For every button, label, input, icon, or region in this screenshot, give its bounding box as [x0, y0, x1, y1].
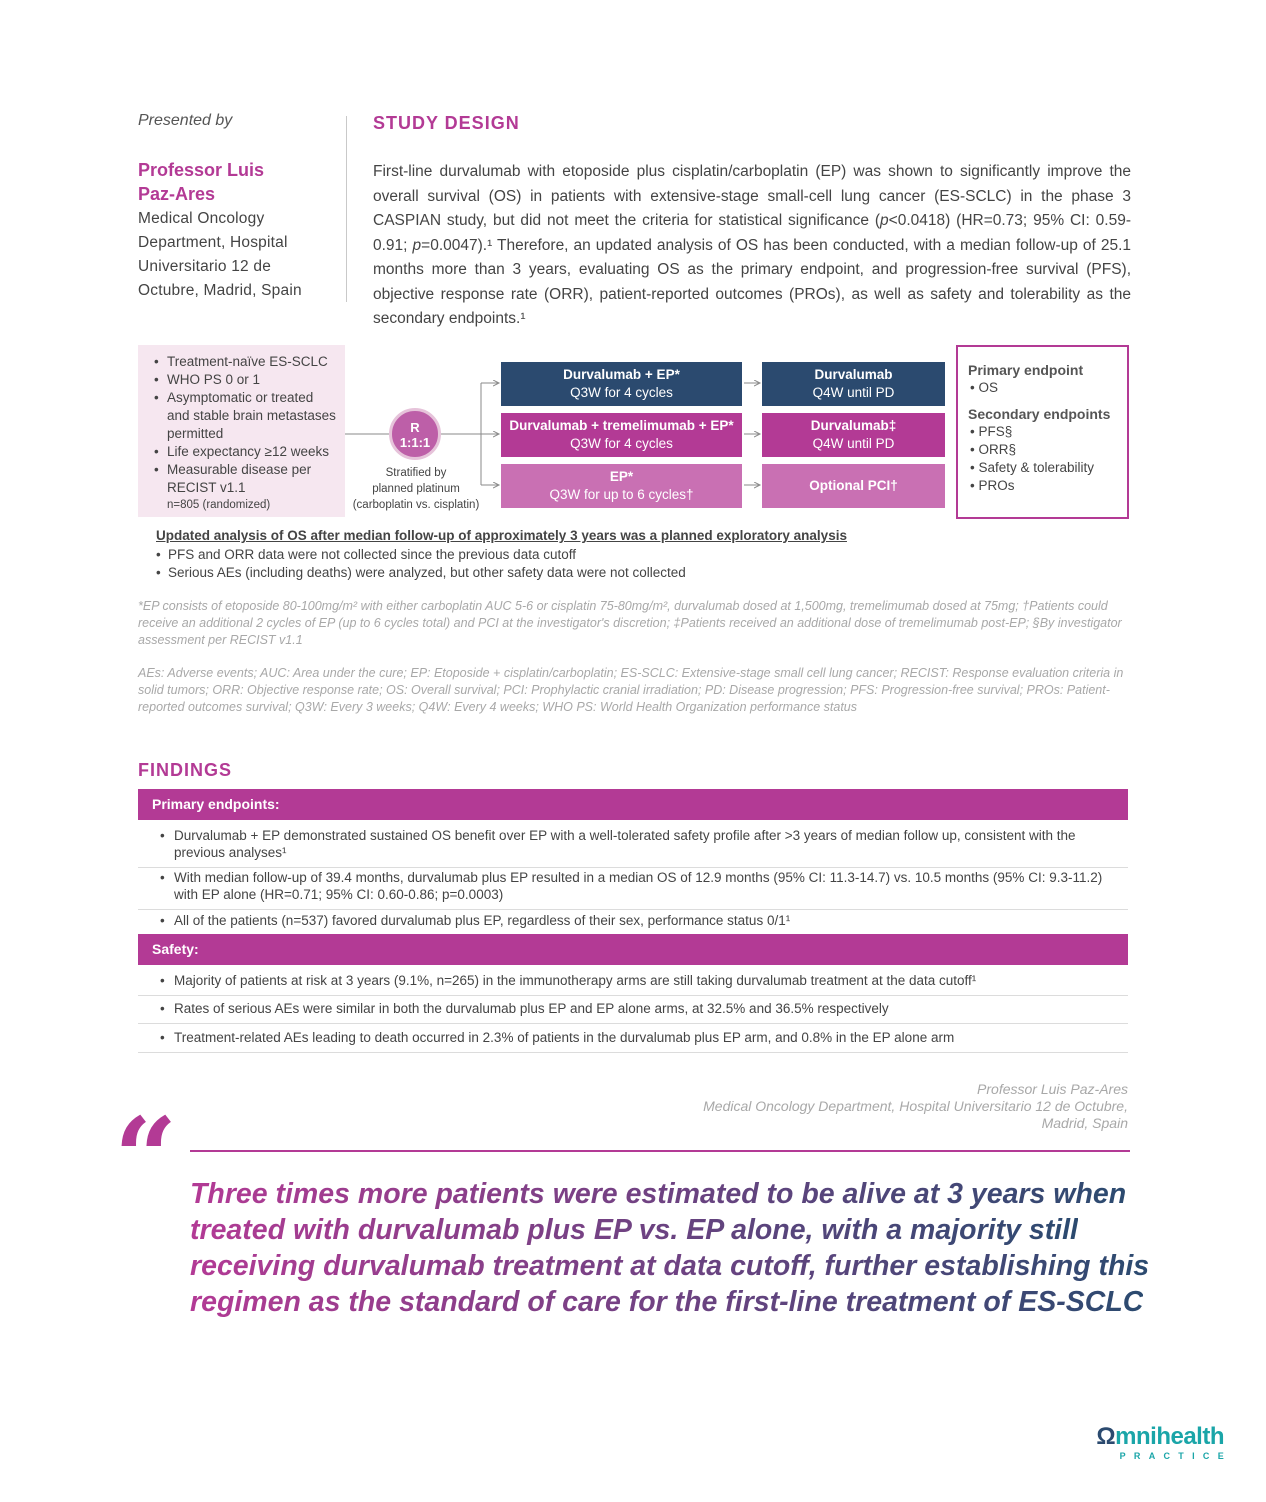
- n-randomized: n=805 (randomized): [167, 499, 271, 511]
- arm-schedule: Q3W for 4 cycles: [570, 385, 673, 400]
- maintenance-durvalumab: [762, 362, 945, 406]
- maintenance-title: Optional PCI†: [809, 478, 898, 493]
- study-design-title: STUDY DESIGN: [373, 113, 520, 133]
- finding-text: Rates of serious AEs were similar in both the durvalumab plus EP and EP alone arms, at 32.5% and 36.5% respectively: [174, 1001, 889, 1016]
- intro-text: <0.0418) (HR=0.73; 95% CI: 0.59-0.91;: [373, 212, 1131, 254]
- logo-omega: Ω: [1096, 1423, 1116, 1450]
- arm-title: Durvalumab + tremelimumab + EP*: [509, 418, 734, 433]
- maintenance-schedule: Q4W until PD: [812, 385, 895, 400]
- quote-line: treated with durvalumab plus EP vs. EP alone, with a majority still: [190, 1214, 1078, 1246]
- pull-quote: [190, 1176, 1150, 1320]
- stratification-note: [350, 465, 482, 513]
- randomization-ratio: 1:1:1: [399, 435, 431, 450]
- inclusion-item: • Life expectancy ≥12 weeks: [154, 443, 339, 461]
- quote-rule: [190, 1150, 1130, 1152]
- logo-subtitle: PRACTICE: [1119, 1451, 1232, 1461]
- secondary-endpoint-item: • PROs: [970, 478, 1015, 493]
- maintenance-durvalumab-2: [762, 413, 945, 457]
- finding-row: • Durvalumab + EP demonstrated sustained OS benefit over EP with a well-tolerated safety profile after >3 years of median follow up, consistent with the previous analyses¹: [138, 820, 1128, 868]
- affiliation-line: Medical Oncology: [138, 210, 265, 227]
- attribution-line: Madrid, Spain: [1041, 1115, 1128, 1131]
- omnihealth-logo: [1084, 1423, 1232, 1462]
- updated-analysis-list: [156, 546, 686, 582]
- finding-text: Durvalumab + EP demonstrated sustained OS benefit over EP with a well-tolerated safety profile after >3 years of median follow up, consistent with the previous analyses¹: [174, 828, 1076, 860]
- secondary-endpoint-item: • PFS§: [970, 424, 1013, 439]
- intro-p-value: p: [412, 236, 422, 254]
- quote-line: Three times more patients were estimated to be alive at 3 years when: [190, 1178, 1127, 1210]
- endpoint-text: OS: [978, 380, 998, 395]
- logo-wordmark: [1084, 1424, 1224, 1450]
- endpoint-text: Safety & tolerability: [978, 460, 1095, 475]
- affiliation-line: Octubre, Madrid, Spain: [138, 282, 302, 299]
- quote-line: regimen as the standard of care for the first-line treatment of ES-SCLC: [190, 1286, 1144, 1318]
- maintenance-title: Durvalumab‡: [810, 418, 897, 433]
- arm-title: Durvalumab + EP*: [563, 367, 680, 382]
- logo-text: mnihealth: [1115, 1423, 1224, 1450]
- affiliation-line: Department, Hospital: [138, 234, 288, 251]
- presenter-name-line1: Professor Luis: [138, 160, 265, 180]
- secondary-endpoint-label: Secondary endpoints: [968, 406, 1111, 422]
- endpoint-text: PFS§: [978, 424, 1013, 439]
- stratification-line: Stratified by: [385, 467, 447, 479]
- attribution-line: Professor Luis Paz-Ares: [977, 1081, 1128, 1097]
- arm-durvalumab-ep: [501, 362, 742, 406]
- finding-row: • All of the patients (n=537) favored durvalumab plus EP, regardless of their sex, performance status 0/1¹: [138, 905, 1128, 936]
- arm-schedule: Q3W for 4 cycles: [570, 436, 673, 451]
- primary-endpoint-label: Primary endpoint: [968, 362, 1084, 378]
- primary-endpoints-bar: Primary endpoints:: [138, 789, 1128, 820]
- maintenance-title: Durvalumab: [814, 367, 893, 382]
- inclusion-item: • Asymptomatic or treated and stable brain metastases permitted: [154, 389, 339, 443]
- maintenance-schedule: Q4W until PD: [812, 436, 895, 451]
- presented-by-label: Presented by: [138, 112, 233, 129]
- affiliation-line: Universitario 12 de: [138, 258, 272, 275]
- presenter-name-line2: Paz-Ares: [138, 184, 216, 204]
- arm-ep: [501, 464, 742, 508]
- quote-attribution: [703, 1081, 1128, 1132]
- finding-row: • Majority of patients at risk at 3 years (9.1%, n=265) in the immunotherapy arms are still taking durvalumab treatment at the data cutoff¹: [138, 965, 1128, 996]
- arm-title: EP*: [609, 469, 634, 484]
- finding-text: All of the patients (n=537) favored durvalumab plus EP, regardless of their sex, performance status 0/1¹: [174, 913, 791, 928]
- footnote-ep: *EP consists of etoposide 80-100mg/m² with either carboplatin AUC 5-6 or cisplatin 75-80mg/m², durvalumab dosed at 1,500mg, tremelimumab dosed at 75mg; †Patients could receive an additional 2 cycles of EP (up to 6 cycles total) and PCI at the investigator's discretion; ‡Patients received an additional dose of tremelimumab post-EP; §By investigator assessment per RECIST v1.1: [138, 599, 1122, 647]
- finding-text: With median follow-up of 39.4 months, durvalumab plus EP resulted in a median OS of 12.9 months (95% CI: 11.3-14.7) vs. 10.5 months (95% CI: 9.3-11.2) with EP alone (HR=0.71; 95% CI: 0.60-0.86; p=0.0003): [174, 870, 1103, 902]
- endpoints-box: [956, 345, 1129, 519]
- optional-pci: [762, 464, 945, 508]
- findings-title: FINDINGS: [138, 760, 233, 780]
- finding-row: • Treatment-related AEs leading to death occurred in 2.3% of patients in the durvalumab plus EP arm, and 0.8% in the EP alone arm: [138, 1022, 1128, 1053]
- stratification-line: planned platinum: [372, 483, 460, 495]
- inclusion-item: • Treatment-naïve ES-SCLC: [154, 353, 339, 371]
- stratification-line: (carboplatin vs. cisplatin): [352, 499, 480, 511]
- updated-analysis-item: • Serious AEs (including deaths) were analyzed, but other safety data were not collected: [156, 564, 686, 582]
- secondary-endpoint-item: • ORR§: [970, 442, 1016, 457]
- finding-text: Treatment-related AEs leading to death occurred in 2.3% of patients in the durvalumab plus EP arm, and 0.8% in the EP alone arm: [174, 1030, 955, 1045]
- arm-schedule: Q3W for up to 6 cycles†: [549, 487, 694, 502]
- updated-analysis-item: • PFS and ORR data were not collected since the previous data cutoff: [156, 546, 686, 564]
- arm-durvalumab-tremelimumab-ep: [501, 413, 742, 457]
- finding-row: • With median follow-up of 39.4 months, durvalumab plus EP resulted in a median OS of 12.9 months (95% CI: 11.3-14.7) vs. 10.5 months (95% CI: 9.3-11.2) with EP alone (HR=0.71; 95% CI: 0.60-0.86; p=0.0003): [138, 862, 1128, 910]
- inclusion-item: • WHO PS 0 or 1: [154, 371, 339, 389]
- quote-mark-icon: “: [114, 1093, 178, 1222]
- updated-analysis-title: Updated analysis of OS after median follow-up of approximately 3 years was a planned exploratory analysis: [156, 528, 847, 543]
- endpoint-text: PROs: [978, 478, 1015, 493]
- intro-text: First-line durvalumab with etoposide plus cisplatin/carboplatin (EP) was shown to significantly improve the overall survival (OS) in patients with extensive-stage small-cell lung cancer (ES-SCLC) in the phase 3 CASPIAN study, but did not meet the criteria for statistical significance (: [373, 163, 1131, 229]
- attribution-line: Medical Oncology Department, Hospital Universitario 12 de Octubre,: [703, 1098, 1128, 1114]
- intro-p-value: p: [880, 212, 889, 229]
- randomization-letter: R: [410, 420, 420, 435]
- finding-row: • Rates of serious AEs were similar in both the durvalumab plus EP and EP alone arms, at 32.5% and 36.5% respectively: [138, 993, 1128, 1024]
- quote-line: receiving durvalumab treatment at data cutoff, further establishing this: [190, 1250, 1150, 1282]
- intro-text: =0.0047).¹ Therefore, an updated analysis of OS has been conducted, with a median follow-up of 25.1 months more than 3 years, evaluating OS as the primary endpoint, and progression-free survival (PFS), objective response rate (ORR), patient-reported outcomes (PROs), as well as safety and tolerability as the secondary endpoints.¹: [373, 236, 1132, 327]
- inclusion-item: • Measurable disease per RECIST v1.1: [154, 461, 339, 497]
- randomization-circle: [389, 408, 441, 460]
- endpoint-text: ORR§: [978, 442, 1016, 457]
- finding-text: Majority of patients at risk at 3 years (9.1%, n=265) in the immunotherapy arms are still taking durvalumab treatment at the data cutoff¹: [174, 973, 977, 988]
- primary-endpoint-item: • OS: [970, 380, 998, 395]
- secondary-endpoint-item: • Safety & tolerability: [970, 460, 1095, 475]
- footnote-abbreviations: AEs: Adverse events; AUC: Area under the cure; EP: Etoposide + cisplatin/carboplatin; ES-SCLC: Extensive-stage small cell lung cancer; RECIST: Response evaluation criteria in solid tumors; ORR: Objective response rate; OS: Overall survival; PCI: Prophylactic cranial irradiation; PD: Disease progression; PFS: Progression-free survival; PROs: Patient-reported outcomes survival; Q3W: Every 3 weeks; Q4W: Every 4 weeks; WHO PS: World Health Organization performance status: [138, 666, 1124, 714]
- safety-bar: Safety:: [138, 934, 1128, 965]
